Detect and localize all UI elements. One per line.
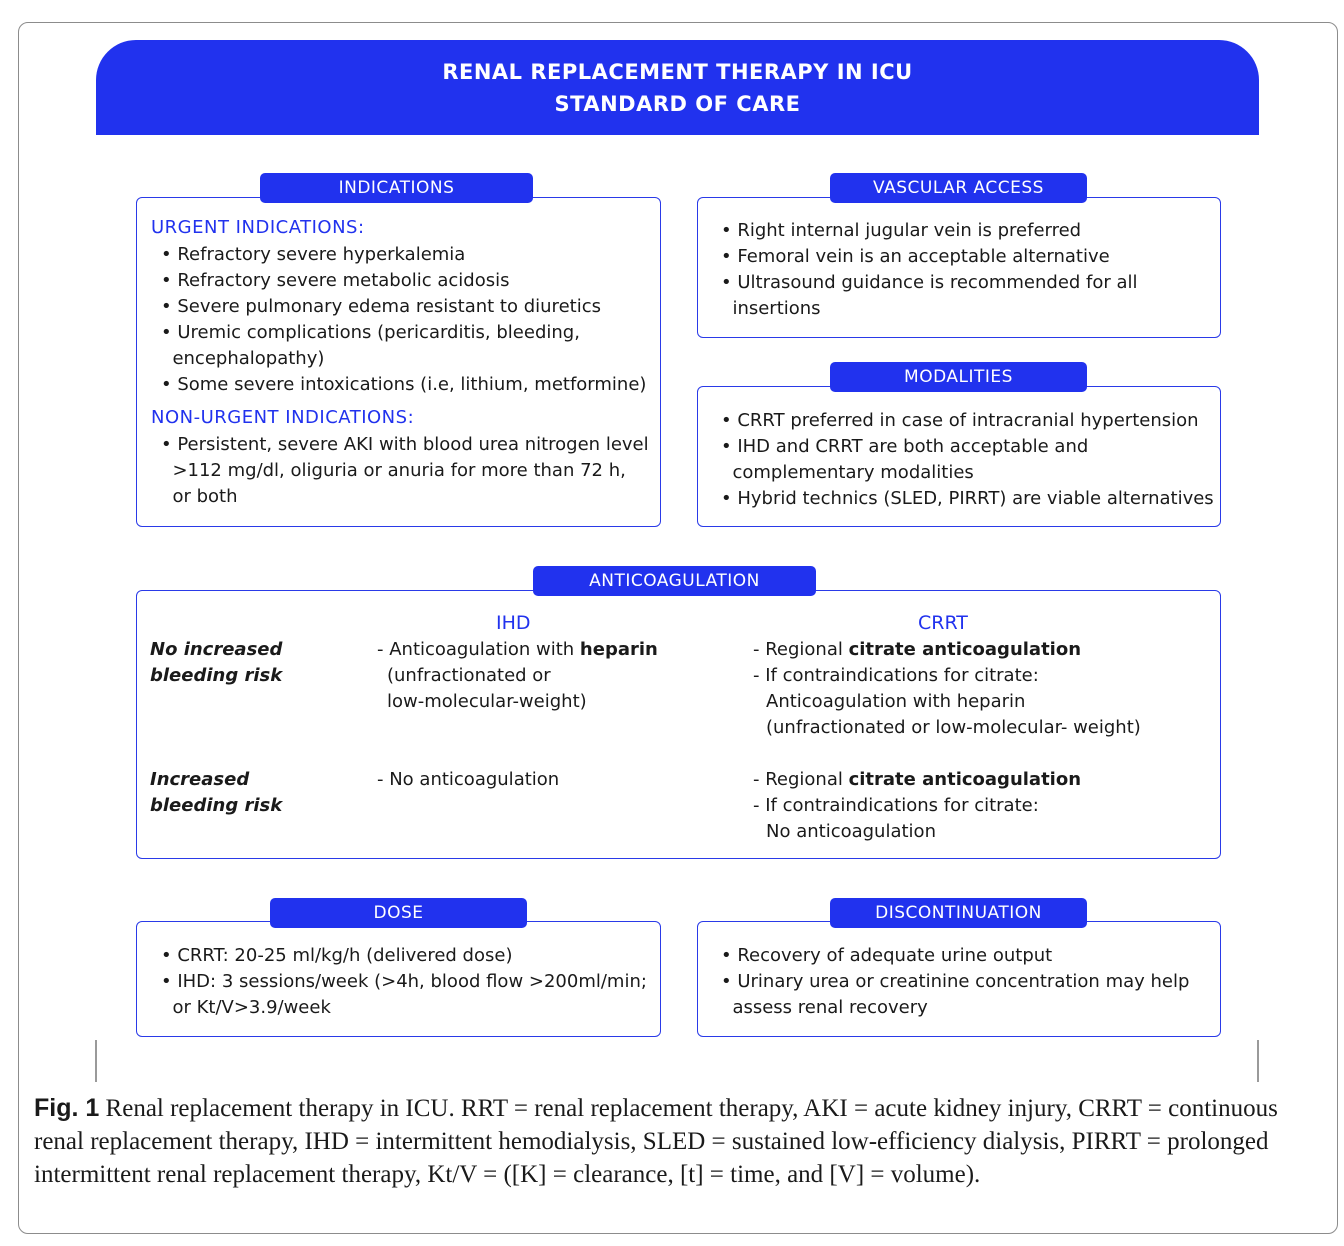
ihd-column-header: IHD [496,612,531,634]
ihd-no-risk-line: low-molecular-weight) [387,691,587,712]
crrt-no-risk-line: - If contraindications for citrate: [753,665,1039,686]
crrt-increased-risk-line: No anticoagulation [766,821,936,842]
caption-label: Fig. 1 [34,1094,100,1122]
indications-title: INDICATIONS [260,173,533,203]
discontinuation-title: DISCONTINUATION [830,898,1087,928]
dose-item: • CRRT: 20-25 ml/kg/h (delivered dose) [161,945,513,966]
divider-left [95,1040,97,1082]
urgent-item: • Uremic complications (pericarditis, bleeding, [161,322,580,343]
modalities-item: • CRRT preferred in case of intracranial hypertension [721,410,1199,431]
vascular-item: • Femoral vein is an acceptable alternative [721,246,1110,267]
caption-text: Renal replacement therapy in ICU. RRT = renal replacement therapy, AKI = acute kidney injury, CRRT = continuous renal replacement therapy, IHD = intermittent hemodialysis, SLED = sustained low-efficiency dialysis, PIRRT = prolonged intermittent renal replacement therapy, Kt/V = ([K] = clearance, [t] = time, and [V] = volume). [34,1095,1278,1188]
urgent-item: • Refractory severe hyperkalemia [161,244,466,265]
urgent-item: • Refractory severe metabolic acidosis [161,270,510,291]
modalities-item: complementary modalities [721,462,974,483]
vascular-item: • Right internal jugular vein is preferred [721,220,1082,241]
discontinuation-item: • Urinary urea or creatinine concentration may help [721,971,1190,992]
dose-item: • IHD: 3 sessions/week (>4h, blood flow >200ml/min; [161,971,647,992]
row-label-increased-risk: Increased [150,769,250,790]
crrt-no-risk-line: Anticoagulation with heparin [766,691,1026,712]
dose-item: or Kt/V>3.9/week [161,997,331,1018]
row-label-increased-risk: bleeding risk [150,795,283,816]
banner-title: RENAL REPLACEMENT THERAPY IN ICU [442,59,913,84]
crrt-increased-risk-line: - If contraindications for citrate: [753,795,1039,816]
nonurgent-heading: NON-URGENT INDICATIONS: [151,407,415,428]
nonurgent-item: >112 mg/dl, oliguria or anuria for more than 72 h, [161,460,626,481]
dose-title: DOSE [270,898,527,928]
anticoag-title: ANTICOAGULATION [533,566,816,596]
urgent-heading: URGENT INDICATIONS: [151,217,365,238]
modalities-title: MODALITIES [830,362,1087,392]
banner-subtitle: STANDARD OF CARE [554,91,801,116]
modalities-item: • IHD and CRRT are both acceptable and [721,436,1089,457]
crrt-column-header: CRRT [918,612,968,634]
figure-banner [96,40,1259,135]
vascular-item: • Ultrasound guidance is recommended for all [721,272,1138,293]
crrt-no-risk-line: - Regional citrate anticoagulation [753,639,1082,660]
ihd-no-risk-line: (unfractionated or [387,665,551,686]
urgent-item: • Some severe intoxications (i.e, lithium, metformine) [161,374,647,395]
vascular-title: VASCULAR ACCESS [830,173,1087,203]
crrt-no-risk-line: (unfractionated or low-molecular- weight) [766,717,1141,738]
modalities-item: • Hybrid technics (SLED, PIRRT) are viable alternatives [721,488,1214,509]
nonurgent-item: or both [161,486,238,507]
divider-right [1257,1040,1259,1082]
discontinuation-item: assess renal recovery [721,997,928,1018]
ihd-no-risk-line: - Anticoagulation with heparin [377,639,658,660]
discontinuation-item: • Recovery of adequate urine output [721,945,1053,966]
ihd-increased-risk-line: - No anticoagulation [377,769,560,790]
figure-caption [34,1092,1324,1191]
nonurgent-item: • Persistent, severe AKI with blood urea nitrogen level [161,434,649,455]
urgent-item: encephalopathy) [161,348,325,369]
vascular-item: insertions [721,298,821,319]
crrt-increased-risk-line: - Regional citrate anticoagulation [753,769,1082,790]
row-label-no-risk: No increased [150,639,283,660]
row-label-no-risk: bleeding risk [150,665,283,686]
urgent-item: • Severe pulmonary edema resistant to diuretics [161,296,601,317]
